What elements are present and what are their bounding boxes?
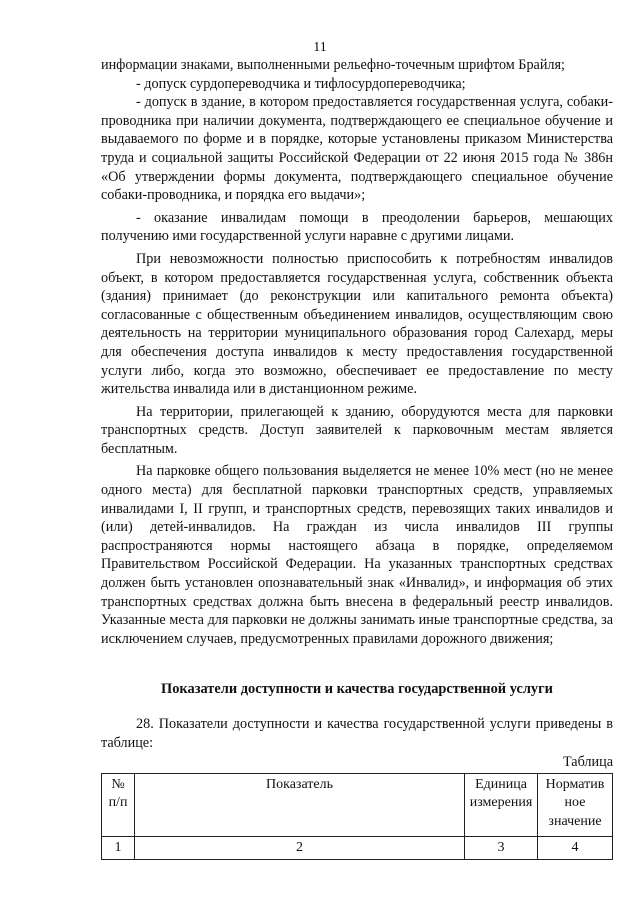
paragraph-parking-places: На парковке общего пользования выделяется не менее 10% мест (но не менее одного места) для бесплатной парковки транспортных средств, управляемых инвалидами I, II групп, и транспортных средств, перевозящих таких инвалидов и (или) детей-инвалидов. На граждан из числа инвалидов III группы распространяются нормы настоящего абзаца в порядке, определяемом Правительством Российской Федерации. На указанных транспортных средствах должен быть установлен опознавательный знак «Инвалид», и информация об этих транспортных средствах должна быть внесена в федеральный реестр инвалидов. Указанные места для парковки не должны занимать иные транспортные средства, за исключением случаев, предусмотренных правилами дорожного движения; — [101, 463, 613, 647]
header-number: № п/п — [102, 773, 135, 836]
header-unit: Единица измерения — [465, 773, 538, 836]
paragraph-adaptation: При невозможности полностью приспособить к потребностям инвалидов объект, в котором предоставляется государственная услуга, собственник объекта (здания) принимает (до реконструкции или капитального ремонта объекта) согласованные с общественным объединением инвалидов, осуществляющим свою деятельность на территории муниципального образования город Салехард, меры для обеспечения доступа инвалидов к месту предоставления государственной услуги либо, когда это возможно, обеспечивает ее предоставление по месту жительства инвалида или в дистанционном режиме. — [101, 250, 613, 398]
document-body — [101, 56, 613, 860]
section-heading: Показатели доступности и качества государственной услуги — [161, 681, 553, 698]
table-cell: 4 — [538, 836, 613, 859]
table-cell: 1 — [102, 836, 135, 859]
table-row — [102, 836, 613, 859]
table-cell: 2 — [135, 836, 465, 859]
paragraph-guide-dog: - допуск в здание, в котором предоставляется государственная услуга, собаки-проводника при наличии документа, подтверждающего ее специальное обучение и выдаваемого по форме и в порядке, которые установлены приказом Министерства труда и социальной защиты Российской Федерации от 22 июня 2015 года № 386н «Об утверждении формы документа, подтверждающего специальное обучение собаки-проводника, и порядка его выдачи»; — [101, 94, 613, 204]
paragraph-sign-interpreter: - допуск сурдопереводчика и тифлосурдопереводчика; — [136, 75, 466, 92]
table-caption: Таблица — [562, 754, 613, 771]
paragraph-parking-territory: На территории, прилегающей к зданию, оборудуются места для парковки транспортных средств. Доступ заявителей к парковочным местам является бесплатным. — [101, 403, 613, 457]
paragraph-28: 28. Показатели доступности и качества государственной услуги приведены в таблице: — [101, 716, 613, 751]
indicators-table — [101, 773, 613, 860]
header-indicator: Показатель — [135, 773, 465, 836]
page-number: 11 — [313, 40, 327, 55]
header-norm-value: Норматив ное значение — [538, 773, 613, 836]
paragraph-assistance: - оказание инвалидам помощи в преодолении барьеров, мешающих получению ими государственной услуги наравне с другими лицами. — [101, 209, 613, 245]
table-cell: 3 — [465, 836, 538, 859]
paragraph-braille: информации знаками, выполненными рельефно-точечным шрифтом Брайля; — [101, 57, 565, 73]
table-header-row — [102, 773, 613, 836]
